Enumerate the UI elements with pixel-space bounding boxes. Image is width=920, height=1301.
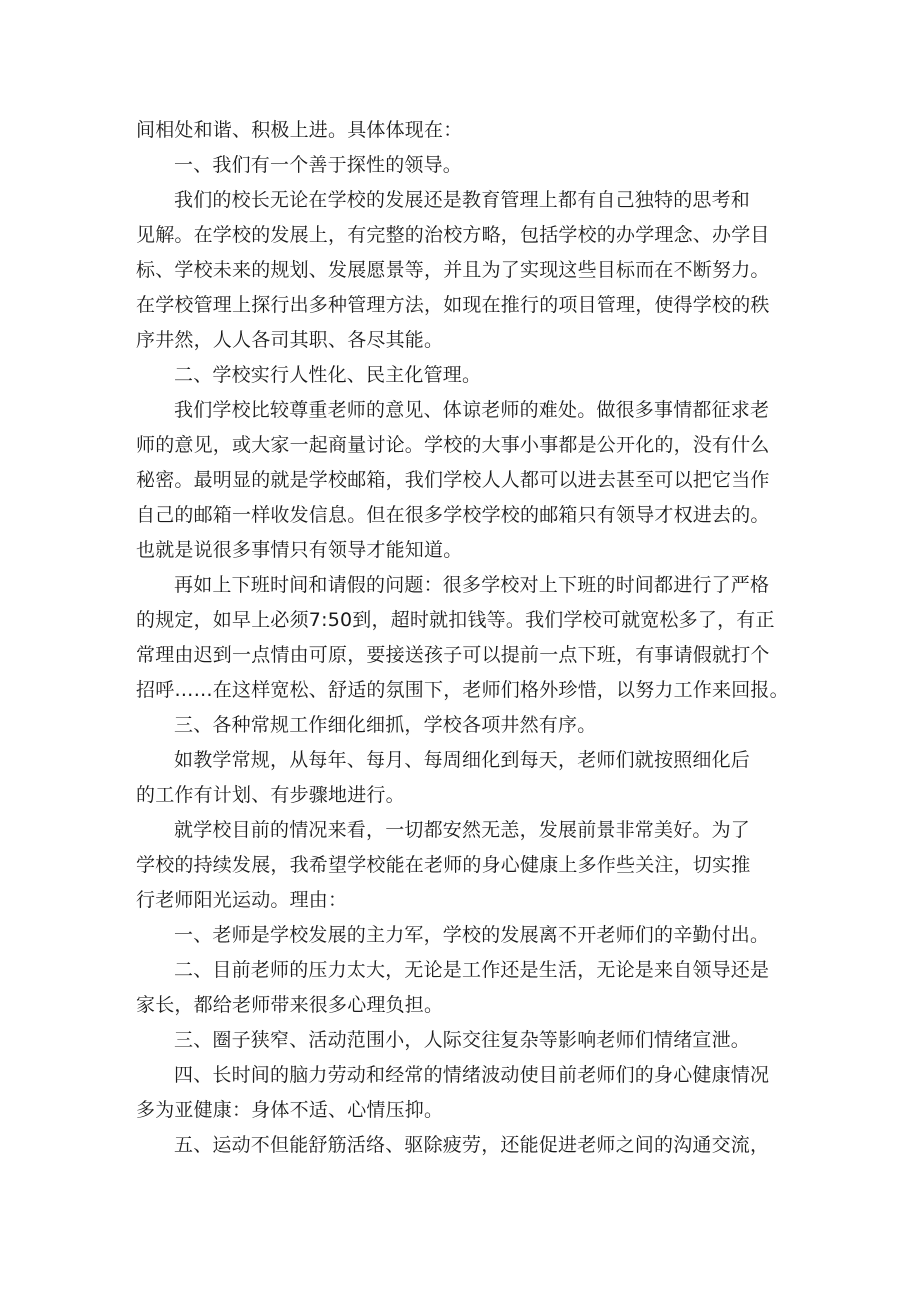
text-line: 师的意见，或大家一起商量讨论。学校的大事小事都是公开化的，没有什么 — [136, 434, 770, 456]
text-line: 就学校目前的情况来看，一切都安然无恙，发展前景非常美好。为了 — [174, 819, 751, 841]
text-line: 家长，都给老师带来很多心理负担。 — [136, 994, 444, 1016]
text-line: 秘密。最明显的就是学校邮箱，我们学校人人都可以进去甚至可以把它当作 — [136, 469, 770, 491]
text-line: 我们的校长无论在学校的发展还是教育管理上都有自己独特的思考和 — [174, 189, 751, 211]
text-line: 的工作有计划、有步骤地进行。 — [136, 784, 405, 806]
text-line: 三、圈子狭窄、活动范围小，人际交往复杂等影响老师们情绪宣泄。 — [174, 1029, 751, 1051]
text-line: 见解。在学校的发展上，有完整的治校方略，包括学校的办学理念、办学目 — [136, 224, 770, 246]
text-line: 二、目前老师的压力太大，无论是工作还是生活，无论是来自领导还是 — [174, 959, 770, 981]
text-line: 多为亚健康：身体不适、心情压抑。 — [136, 1099, 444, 1121]
text-line: 标、学校未来的规划、发展愿景等，并且为了实现这些目标而在不断努力。 — [136, 259, 770, 281]
text-line: 常理由迟到一点情由可原，要接送孩子可以提前一点下班，有事请假就打个 — [136, 644, 770, 666]
text-line: 间相处和谐、积极上进。具体体现在： — [136, 119, 463, 141]
text-line: 一、我们有一个善于探性的领导。 — [174, 154, 463, 176]
text-line: 招呼……在这样宽松、舒适的氛围下，老师们格外珍惜，以努力工作来回报。 — [136, 679, 789, 701]
text-line: 我们学校比较尊重老师的意见、体谅老师的难处。做很多事情都征求老 — [174, 399, 770, 421]
text-line: 行老师阳光运动。理由： — [136, 889, 348, 911]
text-line: 如教学常规，从每年、每月、每周细化到每天，老师们就按照细化后 — [174, 749, 751, 771]
text-line: 在学校管理上探行出多种管理方法，如现在推行的项目管理，使得学校的秩 — [136, 294, 770, 316]
text-line: 也就是说很多事情只有领导才能知道。 — [136, 539, 463, 561]
text-line: 三、各种常规工作细化细抓，学校各项井然有序。 — [174, 714, 597, 736]
text-line: 二、学校实行人性化、民主化管理。 — [174, 364, 482, 386]
text-line: 序井然，人人各司其职、各尽其能。 — [136, 329, 444, 351]
text-line: 四、长时间的脑力劳动和经常的情绪波动使目前老师们的身心健康情况 — [174, 1064, 770, 1086]
text-line: 再如上下班时间和请假的问题：很多学校对上下班的时间都进行了严格 — [174, 574, 770, 596]
text-line: 自己的邮箱一样收发信息。但在很多学校学校的邮箱只有领导才权进去的。 — [136, 504, 770, 526]
text-line: 一、老师是学校发展的主力军，学校的发展离不开老师们的辛勤付出。 — [174, 924, 770, 946]
text-line: 的规定，如早上必须7:50到，超时就扣钱等。我们学校可就宽松多了，有正 — [136, 609, 775, 631]
text-line: 五、运动不但能舒筋活络、驱除疲劳，还能促进老师之间的沟通交流， — [174, 1134, 770, 1156]
text-line: 学校的持续发展，我希望学校能在老师的身心健康上多作些关注，切实推 — [136, 854, 751, 876]
document-body — [136, 113, 816, 1163]
